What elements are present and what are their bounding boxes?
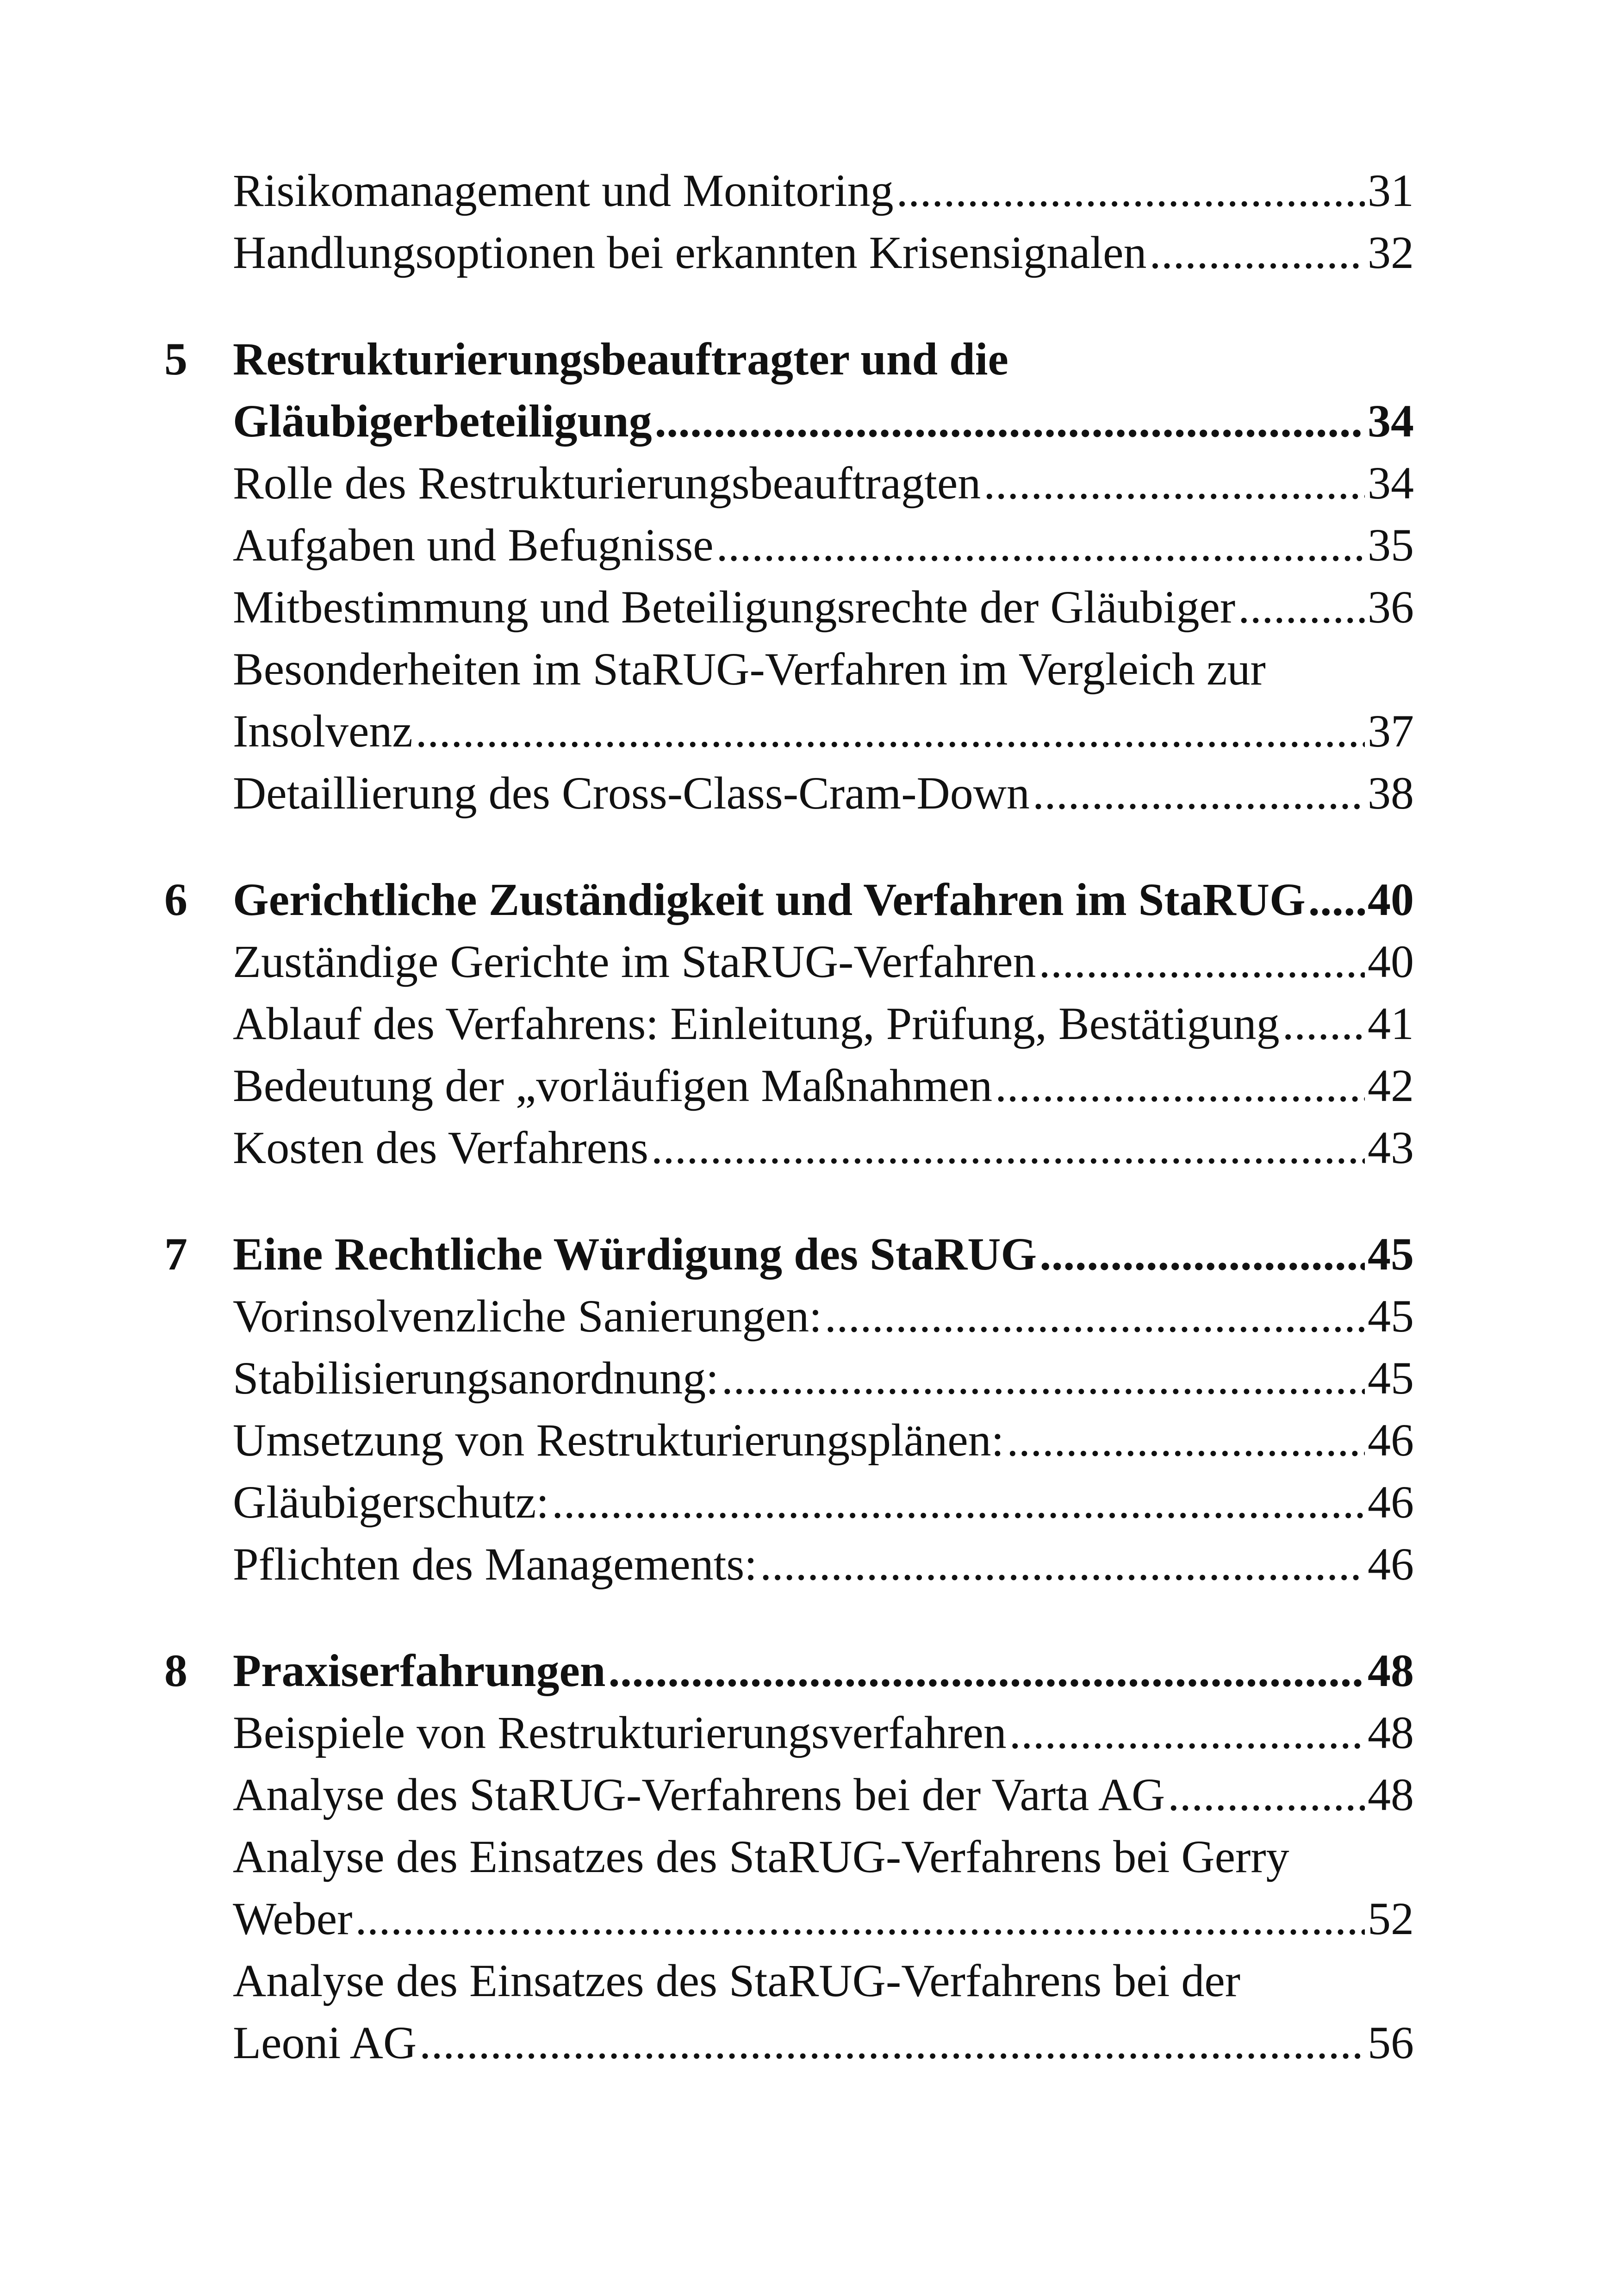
dot-leader <box>608 1640 1365 1702</box>
toc-entry[interactable] <box>164 1117 1414 1179</box>
toc-entry-title: Besonderheiten im StaRUG-Verfahren im Vergleich zur <box>233 643 1266 695</box>
toc-entry-page: 46 <box>1368 1476 1414 1528</box>
dot-leader <box>825 1285 1365 1347</box>
toc-entry[interactable] <box>164 931 1414 993</box>
dot-leader <box>995 1055 1365 1117</box>
toc-entry-title: Handlungsoptionen bei erkannten Krisensignalen <box>233 227 1147 278</box>
dot-leader <box>655 390 1365 452</box>
dot-leader <box>760 1533 1365 1595</box>
chapter-page: 34 <box>1368 395 1414 447</box>
chapter-title: Restrukturierungsbeauftragter und die <box>233 333 1008 385</box>
dot-leader <box>419 2012 1365 2074</box>
toc-chapter-5[interactable] <box>164 328 1414 452</box>
toc-entry[interactable] <box>164 762 1414 824</box>
dot-leader <box>716 514 1365 576</box>
toc-entry-title: Vorinsolvenzliche Sanierungen: <box>233 1290 822 1342</box>
chapter-title: Eine Rechtliche Würdigung des StaRUG <box>233 1228 1037 1280</box>
dot-leader <box>1033 762 1365 824</box>
toc-entry-page: 42 <box>1368 1060 1414 1111</box>
toc-entry-title: Bedeutung der „vorläufigen Maßnahmen <box>233 1060 993 1111</box>
chapter-title: Gerichtliche Zuständigkeit und Verfahren im StaRUG <box>233 874 1306 925</box>
toc-entry[interactable] <box>164 576 1414 638</box>
toc-entry-title: Ablauf des Verfahrens: Einleitung, Prüfung, Bestätigung <box>233 998 1280 1049</box>
toc-entry[interactable] <box>164 1285 1414 1347</box>
toc-entry-title: Mitbestimmung und Beteiligungsrechte der Gläubiger <box>233 581 1236 633</box>
toc-entry-title: Aufgaben und Befugnisse <box>233 519 714 571</box>
toc-entry-page: 56 <box>1368 2017 1414 2068</box>
toc-entry-page: 32 <box>1368 227 1414 278</box>
toc-entry-page: 40 <box>1368 936 1414 987</box>
toc-entry[interactable] <box>164 452 1414 514</box>
dot-leader <box>1150 222 1365 284</box>
toc-entry-page: 31 <box>1368 165 1414 216</box>
toc-entry[interactable] <box>164 1826 1414 1950</box>
dot-leader <box>552 1471 1365 1533</box>
toc-entry-title-continued: Insolvenz <box>233 705 413 757</box>
toc-entry[interactable] <box>164 638 1414 762</box>
toc-entry[interactable] <box>164 160 1414 222</box>
dot-leader <box>1009 1702 1365 1764</box>
dot-leader <box>1282 993 1365 1055</box>
toc-entry-page: 48 <box>1368 1769 1414 1820</box>
toc-entry-title-continued: Weber <box>233 1893 353 1944</box>
chapter-page: 45 <box>1368 1228 1414 1280</box>
toc-entry-page: 45 <box>1368 1352 1414 1404</box>
chapter-number: 7 <box>164 1228 187 1280</box>
toc-entry-title: Stabilisierungsanordnung: <box>233 1352 719 1404</box>
dot-leader <box>1168 1764 1365 1826</box>
toc-entry-title: Beispiele von Restrukturierungsverfahren <box>233 1707 1007 1758</box>
toc-entry-page: 48 <box>1368 1707 1414 1758</box>
dot-leader <box>1007 1409 1365 1471</box>
toc-entry-page: 35 <box>1368 519 1414 571</box>
dot-leader <box>1039 1223 1365 1285</box>
toc-entry[interactable] <box>164 1950 1414 2074</box>
toc-entry-title: Detaillierung des Cross-Class-Cram-Down <box>233 767 1030 819</box>
toc-entry-title: Risikomanagement und Monitoring <box>233 165 894 216</box>
toc-entry-page: 37 <box>1368 705 1414 757</box>
toc-entry[interactable] <box>164 1764 1414 1826</box>
toc-entry-title: Gläubigerschutz: <box>233 1476 549 1528</box>
dot-leader <box>722 1347 1365 1409</box>
chapter-number: 6 <box>164 874 187 925</box>
toc-entry-page: 46 <box>1368 1414 1414 1466</box>
toc-chapter-8[interactable] <box>164 1640 1414 1702</box>
toc-entry-page: 52 <box>1368 1893 1414 1944</box>
chapter-page: 48 <box>1368 1645 1414 1696</box>
dot-leader <box>896 160 1365 222</box>
toc-chapter-7[interactable] <box>164 1223 1414 1285</box>
toc-entry[interactable] <box>164 1471 1414 1533</box>
toc-entry-title: Pflichten des Managements: <box>233 1538 758 1590</box>
toc-entry-title: Kosten des Verfahrens <box>233 1122 648 1173</box>
dot-leader <box>651 1117 1365 1179</box>
chapter-page: 40 <box>1368 874 1414 925</box>
table-of-contents <box>164 160 1414 2074</box>
dot-leader <box>355 1888 1365 1950</box>
toc-entry-title: Analyse des Einsatzes des StaRUG-Verfahrens bei Gerry <box>233 1831 1289 1882</box>
dot-leader <box>983 452 1365 514</box>
toc-entry-page: 41 <box>1368 998 1414 1049</box>
toc-entry-page: 34 <box>1368 457 1414 509</box>
toc-entry[interactable] <box>164 1409 1414 1471</box>
toc-entry-page: 43 <box>1368 1122 1414 1173</box>
toc-entry-title: Analyse des StaRUG-Verfahrens bei der Varta AG <box>233 1769 1165 1820</box>
toc-entry-title: Zuständige Gerichte im StaRUG-Verfahren <box>233 936 1036 987</box>
toc-chapter-6[interactable] <box>164 869 1414 931</box>
toc-entry[interactable] <box>164 1533 1414 1595</box>
dot-leader <box>1039 931 1365 993</box>
toc-entry[interactable] <box>164 1347 1414 1409</box>
toc-entry[interactable] <box>164 1055 1414 1117</box>
toc-entry-page: 36 <box>1368 581 1414 633</box>
toc-entry-title-continued: Leoni AG <box>233 2017 417 2068</box>
toc-entry[interactable] <box>164 222 1414 284</box>
chapter-title-continued: Gläubigerbeteiligung <box>233 395 652 447</box>
dot-leader <box>1238 576 1365 638</box>
toc-entry[interactable] <box>164 993 1414 1055</box>
toc-entry-title: Analyse des Einsatzes des StaRUG-Verfahrens bei der <box>233 1955 1241 2006</box>
chapter-number: 5 <box>164 333 187 385</box>
toc-entry[interactable] <box>164 1702 1414 1764</box>
toc-entry[interactable] <box>164 514 1414 576</box>
toc-entry-page: 45 <box>1368 1290 1414 1342</box>
chapter-number: 8 <box>164 1645 187 1696</box>
toc-entry-page: 46 <box>1368 1538 1414 1590</box>
dot-leader <box>416 700 1365 762</box>
toc-entry-title: Rolle des Restrukturierungsbeauftragten <box>233 457 981 509</box>
toc-entry-page: 38 <box>1368 767 1414 819</box>
toc-entry-title: Umsetzung von Restrukturierungsplänen: <box>233 1414 1004 1466</box>
chapter-title: Praxiserfahrungen <box>233 1645 606 1696</box>
dot-leader <box>1308 869 1365 931</box>
